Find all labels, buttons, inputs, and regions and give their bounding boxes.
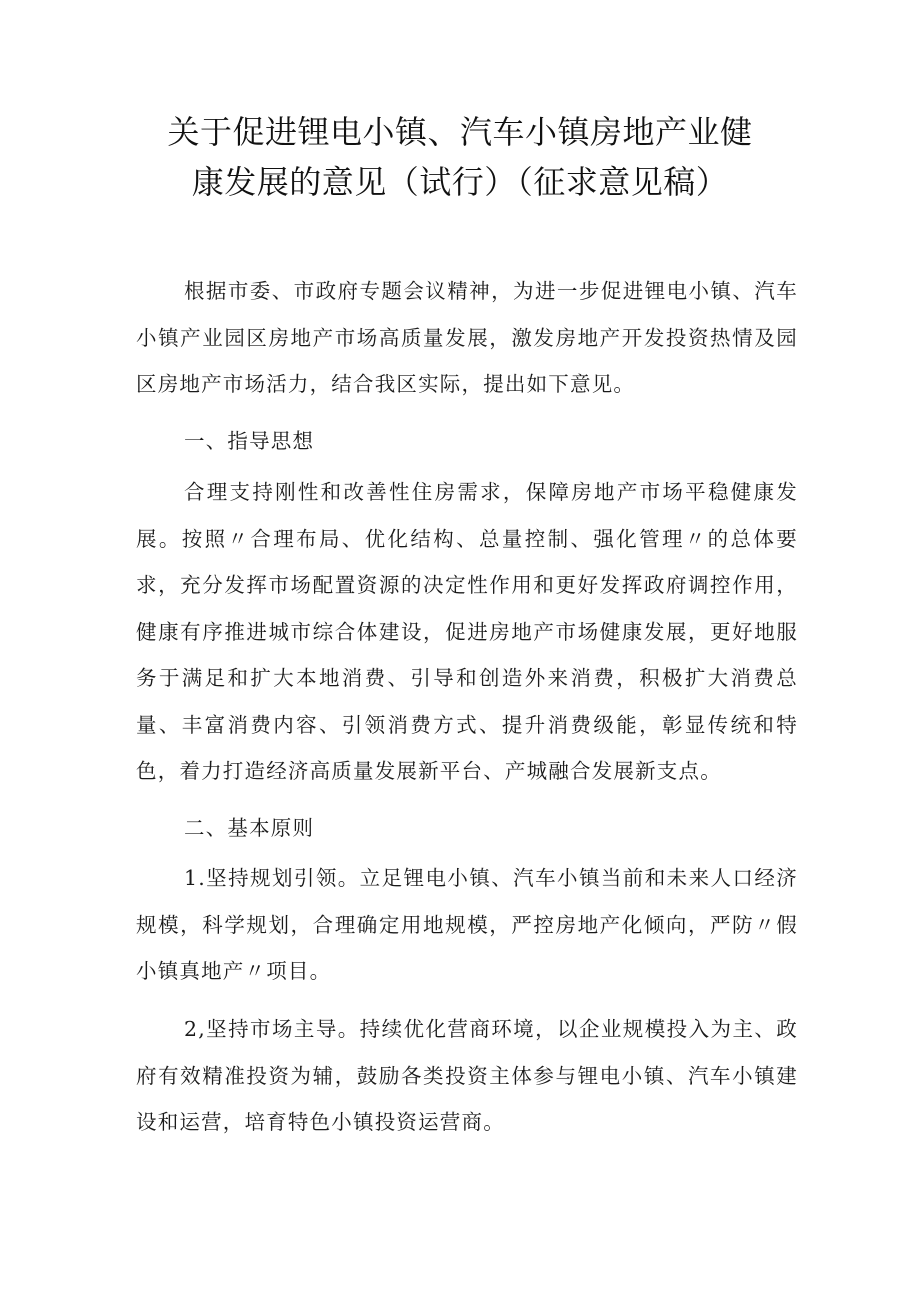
principle-2-paragraph: 2,坚持市场主导。持续优化营商环境，以企业规模投入为主、政府有效精准投资为辅，鼓励各类投资主体参与锂电小镇、汽车小镇建设和运营，培育特色小镇投资运营商。 <box>136 1017 798 1134</box>
document-title-line-2: 康发展的意见（试行）（征求意见稿） <box>191 163 729 201</box>
guiding-ideology-paragraph: 合理支持刚性和改善性住房需求，保障房地产市场平稳健康发展。按照〃合理布局、优化结构、总量控制、强化管理〃的总体要求，充分发挥市场配置资源的决定性作用和更好发挥政府调控作用，健康有序推进城市综合体建设，促进房地产市场健康发展，更好地服务于满足和扩大本地消费、引导和创造外来消费，积极扩大消费总量、丰富消费内容、引领消费方式、提升消费级能，彰显传统和特色，着力打造经济高质量发展新平台、产城融合发展新支点。 <box>136 480 798 783</box>
document-title-line-1: 关于促进锂电小镇、汽车小镇房地产业健 <box>167 113 753 151</box>
intro-paragraph: 根据市委、市政府专题会议精神，为进一步促进锂电小镇、汽车小镇产业园区房地产市场高质量发展，激发房地产开发投资热情及园区房地产市场活力，结合我区实际，提出如下意见。 <box>136 279 798 396</box>
section-heading-guiding-ideology: 一、指导思想 <box>184 429 315 453</box>
principle-1-paragraph: 1.坚持规划引领。立足锂电小镇、汽车小镇当前和未来人口经济规模，科学规划，合理确定用地规模，严控房地产化倾向，严防〃假小镇真地产〃项目。 <box>136 866 798 983</box>
section-heading-basic-principles: 二、基本原则 <box>184 816 315 840</box>
